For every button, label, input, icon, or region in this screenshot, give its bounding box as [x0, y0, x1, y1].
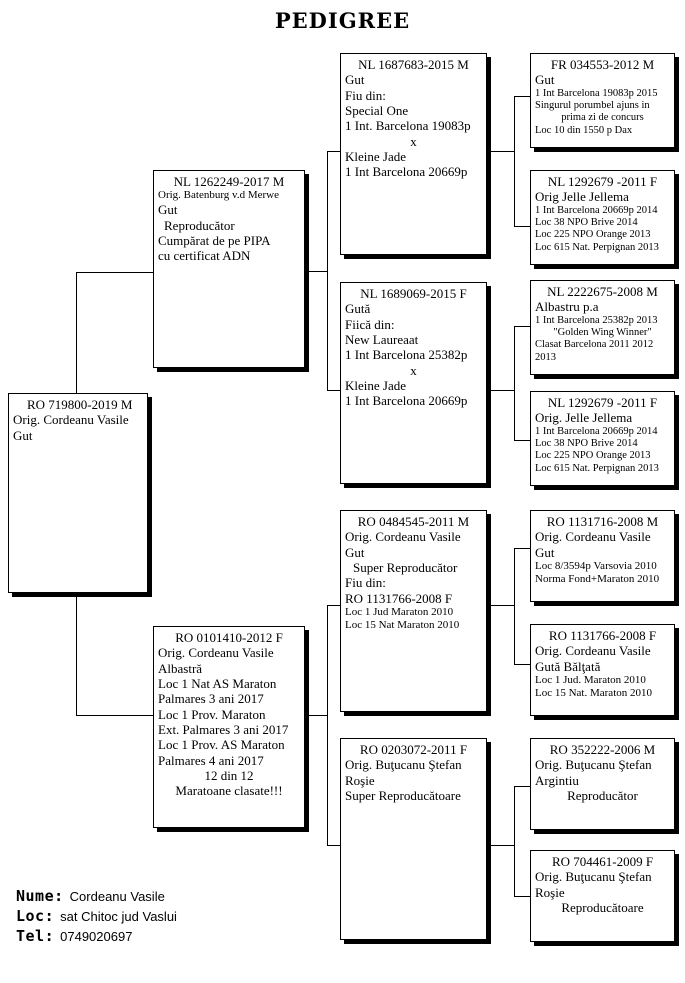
info-line: 1 Int Barcelona 20669p	[345, 393, 468, 409]
contact-info	[16, 887, 177, 947]
ring-number: NL 1687683-2015 M	[358, 57, 469, 72]
ggp-box	[530, 510, 675, 602]
info-line: New Laureaat	[345, 331, 419, 347]
info-line: 2013	[535, 351, 556, 363]
connector-line	[305, 715, 327, 716]
sire-box	[153, 170, 305, 368]
info-line: Kleine Jade	[345, 148, 407, 164]
connector-line	[514, 326, 515, 441]
origin: Orig. Buţucanu Ştefan	[345, 757, 462, 773]
info-line: Singurul porumbel ajuns in	[535, 100, 650, 112]
info-line: Kleine Jade	[345, 377, 407, 393]
sire-dam-box	[340, 282, 487, 484]
ring-number: RO 1131766-2008 F	[548, 628, 657, 643]
color: Gut	[535, 72, 555, 88]
connector-line	[514, 548, 515, 665]
info-line: Maratoane clasate!!!	[175, 783, 283, 799]
color: Argintiu	[535, 772, 579, 788]
info-line: Loc 225 NPO Orange 2013	[535, 450, 651, 462]
connector-line	[514, 440, 530, 441]
connector-line	[514, 96, 530, 97]
name-value: Cordeanu Vasile	[69, 889, 165, 904]
tel-label: Tel:	[16, 927, 55, 945]
origin: Orig. Cordeanu Vasile	[345, 529, 461, 545]
info-line: Loc 1 Prov. Maraton	[158, 706, 266, 722]
ring-number: RO 0484545-2011 M	[357, 514, 470, 529]
origin: Orig. Cordeanu Vasile	[535, 529, 651, 545]
color: Gut	[345, 544, 365, 560]
ring-number: NL 1689069-2015 F	[360, 286, 467, 301]
info-line: Ext. Palmares 3 ani 2017	[158, 721, 289, 737]
tel-value: 0749020697	[60, 929, 133, 944]
ring-number: RO 719800-2019 M	[27, 397, 133, 412]
info-line: Fiu din:	[345, 87, 386, 103]
dam-box	[153, 626, 305, 828]
info-line: Palmares 3 ani 2017	[158, 691, 264, 707]
color: Gut	[13, 427, 33, 443]
dam-dam-box	[340, 738, 487, 940]
ring-number: RO 352222-2006 M	[549, 742, 656, 757]
info-line: Cumpărat de pe PIPA	[158, 232, 271, 248]
ring-number: NL 1262249-2017 M	[173, 174, 285, 189]
info-line: 1 Int Barcelona 25382p 2013	[535, 314, 658, 326]
connector-line	[514, 326, 530, 327]
connector-line	[514, 786, 515, 897]
connector-line	[327, 845, 340, 846]
info-line: Reproducător	[164, 217, 235, 233]
loc-label: Loc:	[16, 907, 55, 925]
info-line: Clasat Barcelona 2011 2012	[535, 339, 654, 351]
info-line: cu certificat ADN	[158, 248, 251, 264]
connector-line	[76, 715, 154, 716]
ring-number: RO 1131716-2008 M	[546, 514, 659, 529]
color: Gut	[535, 544, 555, 560]
connector-line	[487, 390, 514, 391]
name-label: Nume:	[16, 887, 64, 905]
color: Gută	[345, 301, 371, 317]
ggp-box	[530, 53, 675, 148]
ring-number: RO 0203072-2011 F	[359, 742, 468, 757]
info-line: Loc 8/3594p Varsovia 2010	[535, 559, 657, 572]
info-line: Super Reproducătoare	[345, 787, 461, 803]
info-line: 1 Int Barcelona 25382p	[345, 347, 468, 363]
info-line: 1 Int Barcelona 20669p 2014	[535, 425, 658, 437]
info-line: Loc 10 din 1550 p Dax	[535, 124, 633, 136]
ring-number: FR 034553-2012 M	[550, 57, 655, 72]
origin: Orig. Cordeanu Vasile	[158, 645, 274, 661]
connector-line	[514, 664, 530, 665]
subject-box	[8, 393, 148, 593]
color: Gut	[345, 72, 365, 88]
ring-number: RO 0101410-2012 F	[175, 630, 283, 645]
ggp-box	[530, 391, 675, 486]
contact-name-row	[16, 887, 177, 907]
connector-line	[514, 548, 530, 549]
info-line: Loc 615 Nat. Perpignan 2013	[535, 462, 659, 474]
color: Gută Bălţată	[535, 658, 601, 674]
ggp-box	[530, 280, 675, 375]
connector-line	[76, 272, 154, 273]
info-line: Loc 1 Jud Maraton 2010	[345, 605, 454, 618]
origin: Orig. Cordeanu Vasile	[13, 412, 129, 428]
color: Gut	[158, 202, 178, 218]
info-line: 1 Int Barcelona 20669p 2014	[535, 204, 658, 216]
info-line: Reproducător	[567, 787, 638, 803]
connector-line	[327, 605, 328, 846]
info-line: Fiică din:	[345, 316, 395, 332]
ring-number: NL 2222675-2008 M	[547, 284, 658, 299]
info-line: 1 Int. Barcelona 19083p	[345, 118, 471, 134]
connector-line	[514, 896, 530, 897]
info-line: RO 1131766-2008 F	[345, 590, 453, 606]
contact-loc-row	[16, 907, 177, 927]
origin: Orig. Buţucanu Ştefan	[535, 869, 652, 885]
color: Albastru p.a	[535, 299, 599, 315]
info-line: Loc 15 Nat Maraton 2010	[345, 618, 460, 631]
ggp-box	[530, 850, 675, 942]
connector-line	[327, 151, 328, 391]
connector-line	[327, 605, 340, 606]
connector-line	[327, 390, 340, 391]
info-line: Loc 615 Nat. Perpignan 2013	[535, 241, 659, 253]
info-line: x	[410, 362, 417, 378]
connector-line	[305, 271, 327, 272]
info-line: Super Reproducător	[353, 559, 458, 575]
sire-sire-box	[340, 53, 487, 255]
info-line: Special One	[345, 102, 409, 118]
info-line: prima zi de concurs	[561, 112, 644, 124]
info-line: 1 Int Barcelona 20669p	[345, 164, 468, 180]
origin: Orig. Batenburg v.d Merwe	[158, 189, 279, 202]
dam-sire-box	[340, 510, 487, 712]
loc-value: sat Chitoc jud Vaslui	[60, 909, 177, 924]
connector-line	[327, 151, 340, 152]
connector-line	[487, 605, 514, 606]
origin: Orig Jelle Jellema	[535, 189, 629, 205]
info-line: Loc 38 NPO Brive 2014	[535, 217, 638, 229]
contact-tel-row	[16, 927, 177, 947]
color: Roşie	[345, 772, 375, 788]
connector-line	[514, 226, 530, 227]
connector-line	[487, 845, 514, 846]
ggp-box	[530, 738, 675, 830]
info-line: Loc 38 NPO Brive 2014	[535, 438, 638, 450]
info-line: 1 Int Barcelona 19083p 2015	[535, 87, 658, 99]
connector-line	[487, 151, 514, 152]
info-line: Loc 225 NPO Orange 2013	[535, 229, 651, 241]
info-line: Loc 1 Jud. Maraton 2010	[535, 673, 646, 686]
origin: Orig. Cordeanu Vasile	[535, 643, 651, 659]
origin: Orig. Jelle Jellema	[535, 410, 633, 426]
color: Roşie	[535, 884, 565, 900]
ring-number: NL 1292679 -2011 F	[547, 174, 658, 189]
ring-number: NL 1292679 -2011 F	[547, 395, 658, 410]
info-line: Palmares 4 ani 2017	[158, 752, 264, 768]
info-line: Reproducătoare	[561, 899, 644, 915]
ggp-box	[530, 170, 675, 265]
page-title: PEDIGREE	[274, 8, 411, 33]
info-line: Loc 15 Nat. Maraton 2010	[535, 686, 652, 699]
info-line: 12 din 12	[204, 767, 254, 783]
connector-line	[514, 96, 515, 227]
origin: Orig. Buţucanu Ştefan	[535, 757, 652, 773]
info-line: "Golden Wing Winner"	[553, 327, 652, 339]
info-line: Norma Fond+Maraton 2010	[535, 572, 660, 585]
ring-number: RO 704461-2009 F	[551, 854, 654, 869]
info-line: Loc 1 Nat AS Maraton	[158, 675, 277, 691]
info-line: Fiu din:	[345, 575, 386, 591]
color: Albastră	[158, 660, 203, 676]
connector-line	[514, 786, 530, 787]
ggp-box	[530, 624, 675, 716]
info-line: Loc 1 Prov. AS Maraton	[158, 737, 285, 753]
info-line: x	[410, 133, 417, 149]
